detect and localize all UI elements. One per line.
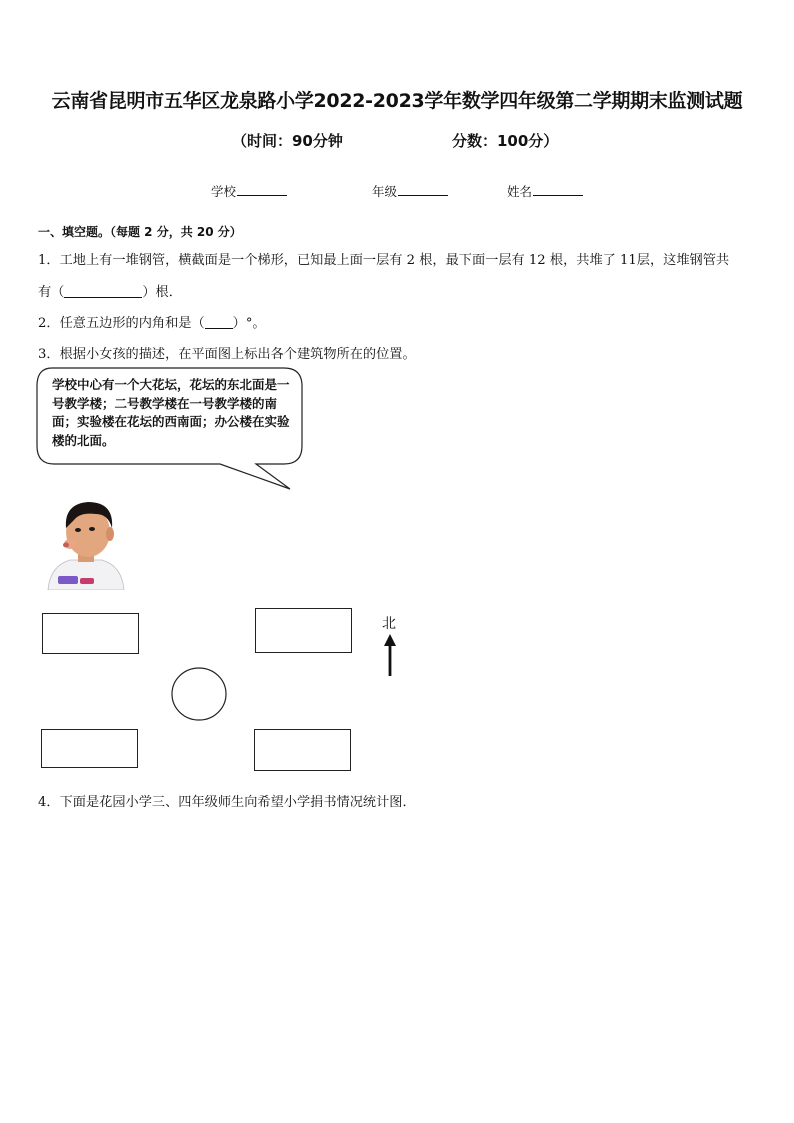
school-blank	[237, 183, 287, 196]
q1-suffix: ）根．	[142, 285, 182, 300]
grade-field	[372, 182, 448, 200]
building-box-southwest[interactable]	[41, 729, 138, 768]
north-label: 北	[382, 616, 396, 632]
child-illustration	[44, 498, 126, 590]
school-label: 学校	[211, 184, 237, 199]
grade-blank	[398, 183, 448, 196]
section-heading: 一、填空题。（每题 2 分，共 20 分）	[38, 225, 242, 239]
grade-label: 年级	[372, 184, 398, 199]
question-1-line-1: 1．工地上有一堆钢管，横截面是一个梯形，已知最上面一层有 2 根，最下面一层有 12 根，共堆了 11层，这堆钢管共	[38, 253, 730, 268]
school-field	[211, 182, 287, 200]
q2-suffix: ）°。	[232, 316, 266, 331]
time-label: （时间：90分钟	[232, 132, 343, 150]
name-label: 姓名	[507, 184, 533, 199]
building-box-northwest[interactable]	[42, 613, 139, 654]
name-blank	[533, 183, 583, 196]
building-box-southeast[interactable]	[254, 729, 351, 771]
q2-prefix: 2．任意五边形的内角和是（	[38, 316, 205, 331]
bubble-text: 学校中心有一个大花坛，花坛的东北面是一号教学楼；二号教学楼在一号教学楼的南面；实验楼在花坛的西南面；办公楼在实验楼的北面。	[52, 377, 290, 448]
question-4: 4．下面是花园小学三、四年级师生向希望小学捐书情况统计图．	[38, 795, 416, 810]
north-arrow-icon	[383, 634, 397, 678]
flower-bed-circle	[170, 666, 230, 724]
page-title: 云南省昆明市五华区龙泉路小学2022-2023学年数学四年级第二学期期末监测试题	[51, 90, 743, 112]
q1-answer-blank	[64, 284, 142, 298]
q2-answer-blank	[205, 315, 233, 329]
building-box-northeast[interactable]	[255, 608, 352, 653]
question-3: 3．根据小女孩的描述，在平面图上标出各个建筑物所在的位置。	[38, 347, 416, 362]
score-label: 分数：100分）	[452, 132, 559, 150]
name-field	[507, 182, 583, 200]
question-2	[38, 312, 266, 331]
question-1-line-2	[38, 281, 182, 300]
q1-prefix: 有（	[38, 285, 65, 300]
